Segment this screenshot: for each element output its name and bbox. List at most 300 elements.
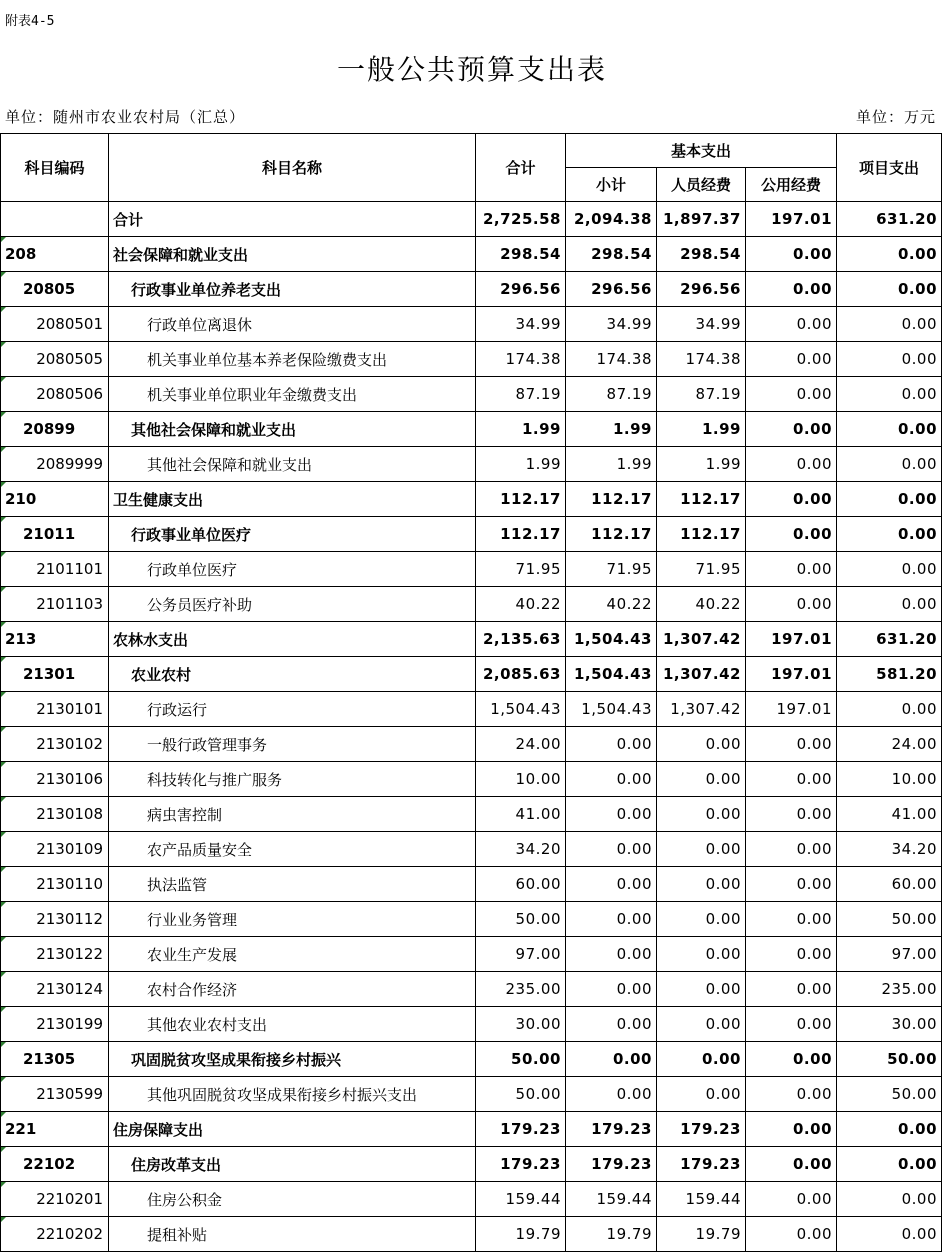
cell-total-text: 2,135.63 (482, 630, 561, 648)
cell-subtotal-text: 0.00 (616, 980, 652, 998)
cell-project (837, 482, 942, 517)
cell-personnel (657, 1217, 746, 1252)
cell-public-text: 0.00 (793, 525, 833, 543)
cell-public-text: 0.00 (796, 875, 833, 893)
cell-total-text: 30.00 (515, 1015, 561, 1033)
cell-personnel (657, 1147, 746, 1182)
cell-public (746, 1077, 837, 1112)
cell-subtotal (566, 237, 657, 272)
cell-personnel-text: 34.99 (695, 315, 741, 333)
cell-project-text: 0.00 (901, 455, 938, 473)
cell-name-text: 农产品质量安全 (147, 840, 253, 859)
cell-subtotal (566, 552, 657, 587)
cell-total (476, 552, 566, 587)
cell-name (109, 412, 476, 447)
cell-name (109, 902, 476, 937)
cell-total (476, 482, 566, 517)
cell-project (837, 447, 942, 482)
cell-subtotal-text: 112.17 (591, 490, 652, 508)
cell-subtotal (566, 377, 657, 412)
cell-name-text: 住房公积金 (147, 1190, 223, 1209)
cell-name (109, 692, 476, 727)
cell-code-text: 208 (5, 245, 37, 263)
cell-marker-icon (1, 307, 6, 312)
budget-table (0, 133, 942, 1252)
cell-public (746, 622, 837, 657)
table-row (1, 552, 942, 587)
cell-project (837, 237, 942, 272)
cell-subtotal-text: 0.00 (616, 770, 652, 788)
cell-subtotal (566, 412, 657, 447)
cell-project-text: 0.00 (901, 385, 938, 403)
cell-personnel-text: 296.56 (680, 280, 741, 298)
cell-subtotal (566, 1217, 657, 1252)
cell-name (109, 552, 476, 587)
unit-currency: 单位：万元 (855, 108, 936, 126)
cell-public (746, 692, 837, 727)
cell-code (1, 447, 109, 482)
cell-project (837, 412, 942, 447)
cell-project (837, 657, 942, 692)
cell-project-text: 0.00 (898, 245, 938, 263)
cell-subtotal (566, 727, 657, 762)
cell-name (109, 1217, 476, 1252)
cell-subtotal-text: 0.00 (616, 875, 652, 893)
cell-code (1, 272, 109, 307)
cell-name-text: 住房保障支出 (113, 1120, 204, 1139)
cell-total-text: 71.95 (515, 560, 561, 578)
cell-public (746, 902, 837, 937)
cell-project-text: 50.00 (887, 1050, 938, 1068)
cell-marker-icon (1, 517, 6, 522)
cell-code-text: 2130109 (36, 840, 103, 858)
cell-project (837, 202, 942, 237)
cell-marker-icon (1, 972, 6, 977)
cell-total-text: 235.00 (505, 980, 561, 998)
cell-subtotal-text: 0.00 (616, 945, 652, 963)
cell-name (109, 1007, 476, 1042)
cell-total-text: 1.99 (521, 420, 561, 438)
cell-total-text: 179.23 (500, 1155, 561, 1173)
cell-total (476, 902, 566, 937)
cell-code-text: 2130110 (36, 875, 103, 893)
header-project: 项目支出 (837, 134, 942, 202)
cell-name-text: 行政运行 (147, 700, 208, 719)
cell-subtotal (566, 937, 657, 972)
table-row (1, 622, 942, 657)
cell-total-text: 112.17 (500, 525, 561, 543)
cell-project-text: 60.00 (891, 875, 938, 893)
cell-code-text: 2130106 (36, 770, 103, 788)
cell-public-text: 0.00 (793, 1120, 833, 1138)
cell-total (476, 762, 566, 797)
cell-subtotal-text: 179.23 (591, 1155, 652, 1173)
cell-code-text: 21011 (23, 525, 76, 543)
cell-subtotal (566, 867, 657, 902)
cell-personnel (657, 797, 746, 832)
cell-marker-icon (1, 832, 6, 837)
cell-subtotal (566, 202, 657, 237)
cell-personnel (657, 972, 746, 1007)
cell-subtotal-text: 1.99 (612, 420, 652, 438)
attachment-label: 附表4-5 (5, 14, 55, 29)
cell-personnel (657, 1182, 746, 1217)
cell-total-text: 34.20 (515, 840, 561, 858)
cell-marker-icon (1, 552, 6, 557)
cell-subtotal (566, 762, 657, 797)
table-row (1, 657, 942, 692)
cell-total (476, 447, 566, 482)
cell-name-text: 其他社会保障和就业支出 (131, 420, 297, 439)
cell-subtotal (566, 622, 657, 657)
cell-marker-icon (1, 1007, 6, 1012)
cell-name (109, 377, 476, 412)
cell-code-text: 2130101 (36, 700, 103, 718)
cell-name-text: 农林水支出 (113, 630, 189, 649)
cell-subtotal-text: 296.56 (591, 280, 652, 298)
cell-personnel-text: 0.00 (705, 945, 741, 963)
header-personnel: 人员经费 (657, 168, 746, 202)
cell-marker-icon (1, 692, 6, 697)
cell-name-text: 机关事业单位基本养老保险缴费支出 (147, 350, 388, 369)
cell-public (746, 1042, 837, 1077)
cell-personnel-text: 112.17 (680, 525, 741, 543)
cell-code (1, 1112, 109, 1147)
cell-code (1, 762, 109, 797)
cell-name (109, 832, 476, 867)
cell-subtotal (566, 307, 657, 342)
cell-project (837, 832, 942, 867)
cell-total-text: 296.56 (500, 280, 561, 298)
cell-project (837, 272, 942, 307)
cell-subtotal-text: 0.00 (612, 1050, 652, 1068)
cell-personnel (657, 657, 746, 692)
cell-subtotal (566, 1077, 657, 1112)
cell-personnel (657, 377, 746, 412)
cell-subtotal (566, 587, 657, 622)
cell-personnel (657, 307, 746, 342)
cell-code (1, 937, 109, 972)
cell-public-text: 0.00 (796, 1225, 833, 1243)
cell-name (109, 762, 476, 797)
table-row (1, 412, 942, 447)
total-row (1, 202, 942, 237)
cell-name-text: 其他农业农村支出 (147, 1015, 268, 1034)
cell-total-text: 97.00 (515, 945, 561, 963)
cell-marker-icon (1, 237, 6, 242)
cell-project (837, 622, 942, 657)
cell-code (1, 902, 109, 937)
cell-total (476, 587, 566, 622)
cell-total-text: 34.99 (515, 315, 561, 333)
cell-marker-icon (1, 1112, 6, 1117)
cell-code-text: 210 (5, 490, 37, 508)
header-code: 科目编码 (1, 134, 109, 202)
cell-total (476, 1147, 566, 1182)
cell-public-text: 0.00 (793, 1050, 833, 1068)
cell-code-text: 2130599 (36, 1085, 103, 1103)
cell-project (837, 1217, 942, 1252)
cell-name-text: 提租补贴 (147, 1225, 208, 1244)
table-row (1, 447, 942, 482)
cell-total-text: 10.00 (515, 770, 561, 788)
cell-code-text: 2130108 (36, 805, 103, 823)
cell-marker-icon (1, 902, 6, 907)
cell-code (1, 1077, 109, 1112)
cell-public (746, 482, 837, 517)
cell-name-text: 执法监管 (147, 875, 208, 894)
cell-project-text: 0.00 (898, 280, 938, 298)
cell-marker-icon (1, 447, 6, 452)
cell-public-text: 0.00 (796, 595, 833, 613)
table-row (1, 832, 942, 867)
cell-name-text: 其他巩固脱贫攻坚成果衔接乡村振兴支出 (147, 1085, 418, 1104)
cell-name-text: 行政事业单位医疗 (131, 525, 252, 544)
cell-subtotal-text: 1,504.43 (573, 630, 652, 648)
cell-code-text: 2210202 (36, 1225, 103, 1243)
cell-personnel-text: 0.00 (705, 980, 741, 998)
cell-subtotal (566, 657, 657, 692)
cell-public-text: 0.00 (793, 280, 833, 298)
cell-public-text: 197.01 (771, 210, 833, 228)
cell-total (476, 657, 566, 692)
cell-total (476, 342, 566, 377)
cell-public-text: 0.00 (796, 385, 833, 403)
cell-name (109, 517, 476, 552)
cell-personnel (657, 1077, 746, 1112)
cell-code (1, 587, 109, 622)
cell-personnel-text: 112.17 (680, 490, 741, 508)
cell-code (1, 202, 109, 237)
cell-project (837, 1182, 942, 1217)
cell-name (109, 307, 476, 342)
cell-name-text: 行政单位离退休 (147, 315, 253, 334)
cell-code (1, 972, 109, 1007)
cell-public-text: 197.01 (771, 665, 833, 683)
cell-marker-icon (1, 412, 6, 417)
cell-code-text: 213 (5, 630, 37, 648)
cell-code-text: 2101101 (36, 560, 103, 578)
cell-code-text: 2089999 (36, 455, 103, 473)
cell-code (1, 377, 109, 412)
cell-project (837, 552, 942, 587)
cell-project-text: 0.00 (901, 560, 938, 578)
cell-code-text: 22102 (23, 1155, 76, 1173)
cell-total (476, 1007, 566, 1042)
cell-public (746, 237, 837, 272)
cell-personnel-text: 179.23 (680, 1155, 741, 1173)
cell-public (746, 412, 837, 447)
cell-personnel-text: 0.00 (705, 910, 741, 928)
cell-marker-icon (1, 272, 6, 277)
cell-total-text: 174.38 (505, 350, 561, 368)
cell-project-text: 0.00 (898, 1155, 938, 1173)
cell-public (746, 1007, 837, 1042)
cell-project-text: 30.00 (891, 1015, 938, 1033)
cell-public-text: 0.00 (796, 350, 833, 368)
cell-subtotal-text: 1,504.43 (573, 665, 652, 683)
cell-name-text: 其他社会保障和就业支出 (147, 455, 313, 474)
cell-public-text: 0.00 (793, 1155, 833, 1173)
cell-public (746, 1112, 837, 1147)
cell-subtotal-text: 0.00 (616, 840, 652, 858)
cell-marker-icon (1, 1042, 6, 1047)
cell-marker-icon (1, 937, 6, 942)
cell-project (837, 1042, 942, 1077)
cell-name-text: 住房改革支出 (131, 1155, 222, 1174)
table-row (1, 1147, 942, 1182)
cell-name (109, 1042, 476, 1077)
cell-subtotal-text: 0.00 (616, 1015, 652, 1033)
cell-personnel-text: 71.95 (695, 560, 741, 578)
cell-marker-icon (1, 1217, 6, 1222)
cell-code-text: 2210201 (36, 1190, 103, 1208)
cell-code (1, 307, 109, 342)
cell-name-text: 农业农村 (131, 665, 192, 684)
cell-public (746, 937, 837, 972)
cell-personnel (657, 237, 746, 272)
cell-code (1, 692, 109, 727)
cell-code (1, 482, 109, 517)
cell-code (1, 1182, 109, 1217)
cell-total-text: 1.99 (525, 455, 561, 473)
cell-marker-icon (1, 657, 6, 662)
cell-project-text: 97.00 (891, 945, 938, 963)
cell-subtotal-text: 0.00 (616, 735, 652, 753)
cell-public-text: 0.00 (796, 1015, 833, 1033)
cell-public-text: 0.00 (793, 490, 833, 508)
cell-code (1, 622, 109, 657)
table-row (1, 1182, 942, 1217)
cell-total-text: 60.00 (515, 875, 561, 893)
cell-project-text: 50.00 (891, 1085, 938, 1103)
table-header (1, 134, 942, 202)
cell-personnel (657, 1112, 746, 1147)
cell-personnel-text: 298.54 (680, 245, 741, 263)
cell-personnel-text: 179.23 (680, 1120, 741, 1138)
cell-name-text: 机关事业单位职业年金缴费支出 (147, 385, 358, 404)
cell-project-text: 0.00 (898, 490, 938, 508)
cell-personnel (657, 832, 746, 867)
cell-subtotal (566, 1182, 657, 1217)
cell-project (837, 587, 942, 622)
table-row (1, 1077, 942, 1112)
cell-code-text: 2080501 (36, 315, 103, 333)
cell-public (746, 517, 837, 552)
page-title: 一般公共预算支出表 (336, 53, 607, 86)
cell-name-text: 社会保障和就业支出 (113, 245, 249, 264)
unit-department: 单位：随州市农业农村局（汇总） (5, 108, 246, 126)
cell-name (109, 867, 476, 902)
cell-project (837, 937, 942, 972)
cell-personnel (657, 692, 746, 727)
cell-project (837, 902, 942, 937)
cell-total (476, 272, 566, 307)
cell-personnel (657, 447, 746, 482)
cell-name-text: 行政单位医疗 (147, 560, 238, 579)
cell-code (1, 517, 109, 552)
header-total: 合计 (476, 134, 566, 202)
cell-code (1, 867, 109, 902)
cell-name (109, 447, 476, 482)
cell-personnel-text: 0.00 (705, 1085, 741, 1103)
cell-personnel (657, 1007, 746, 1042)
cell-subtotal-text: 112.17 (591, 525, 652, 543)
cell-personnel-text: 19.79 (695, 1225, 741, 1243)
table-row (1, 937, 942, 972)
cell-project (837, 797, 942, 832)
cell-public (746, 587, 837, 622)
cell-code-text: 20899 (23, 420, 76, 438)
cell-subtotal-text: 0.00 (616, 1085, 652, 1103)
cell-name-text: 行业业务管理 (147, 910, 238, 929)
cell-total (476, 1182, 566, 1217)
cell-public (746, 832, 837, 867)
cell-personnel (657, 587, 746, 622)
cell-personnel (657, 762, 746, 797)
cell-personnel-text: 1,897.37 (662, 210, 741, 228)
cell-personnel-text: 159.44 (685, 1190, 741, 1208)
cell-personnel-text: 1.99 (705, 455, 741, 473)
cell-personnel (657, 937, 746, 972)
cell-public (746, 762, 837, 797)
cell-total-text: 179.23 (500, 1120, 561, 1138)
table-row (1, 797, 942, 832)
cell-public (746, 447, 837, 482)
cell-public-text: 0.00 (796, 805, 833, 823)
cell-total-text: 298.54 (500, 245, 561, 263)
cell-subtotal (566, 517, 657, 552)
cell-public (746, 307, 837, 342)
table-row (1, 972, 942, 1007)
header-name: 科目名称 (109, 134, 476, 202)
cell-code (1, 657, 109, 692)
cell-project-text: 631.20 (876, 210, 938, 228)
cell-subtotal (566, 1042, 657, 1077)
cell-personnel (657, 1042, 746, 1077)
cell-personnel (657, 867, 746, 902)
cell-total-text: 87.19 (515, 385, 561, 403)
cell-personnel (657, 517, 746, 552)
cell-total (476, 517, 566, 552)
cell-code (1, 412, 109, 447)
cell-name (109, 657, 476, 692)
cell-subtotal-text: 298.54 (591, 245, 652, 263)
cell-personnel-text: 1,307.42 (670, 700, 741, 718)
cell-subtotal-text: 179.23 (591, 1120, 652, 1138)
cell-subtotal-text: 2,094.38 (573, 210, 652, 228)
cell-public (746, 972, 837, 1007)
cell-marker-icon (1, 797, 6, 802)
cell-personnel-text: 0.00 (705, 805, 741, 823)
cell-code (1, 1042, 109, 1077)
cell-total (476, 377, 566, 412)
cell-name (109, 482, 476, 517)
cell-subtotal (566, 482, 657, 517)
cell-name-text: 行政事业单位养老支出 (131, 280, 282, 299)
cell-public (746, 797, 837, 832)
cell-subtotal-text: 174.38 (596, 350, 652, 368)
cell-project (837, 727, 942, 762)
cell-name (109, 1147, 476, 1182)
cell-personnel-text: 0.00 (705, 875, 741, 893)
cell-marker-icon (1, 762, 6, 767)
cell-public (746, 1217, 837, 1252)
cell-name (109, 727, 476, 762)
cell-total-text: 1,504.43 (490, 700, 561, 718)
cell-total (476, 692, 566, 727)
cell-total (476, 237, 566, 272)
